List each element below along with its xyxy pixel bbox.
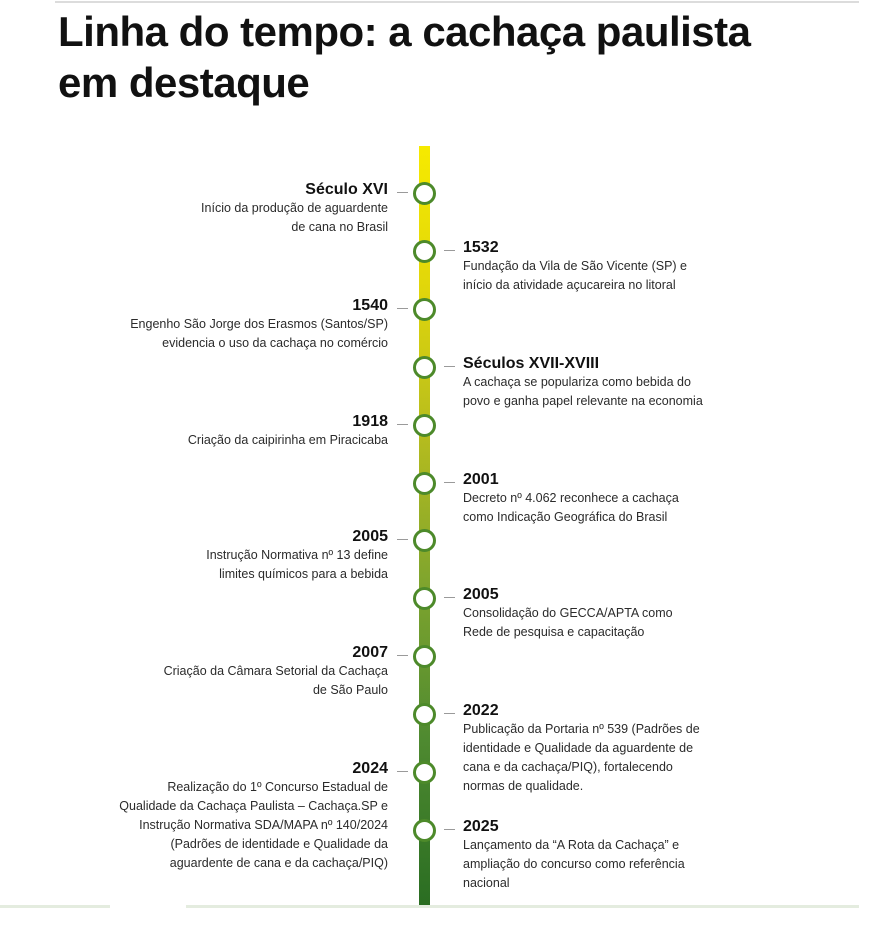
event-description: Decreto nº 4.062 reconhece a cachaça como Indicação Geográfica do Brasil [463,490,679,524]
event-description: A cachaça se populariza como bebida do povo e ganha papel relevante na economia [463,374,703,408]
event-connector [397,771,408,772]
timeline-node [413,645,436,668]
event-year: Séculos XVII-XVIII [463,354,600,372]
event-connector [444,829,455,830]
event-label [201,180,388,237]
event-connector [397,539,408,540]
event-year: 2005 [352,528,388,546]
event-description: Realização do 1º Concurso Estadual de Qualidade da Cachaça Paulista – Cachaça.SP e Instrução Normativa SDA/MAPA nº 140/2024 (Padrões de identidade e Qualidade da aguardente de cana e da cachaça/PIQ) [119,780,388,870]
timeline-node [413,182,436,205]
event-year: 1540 [352,296,388,314]
timeline-event [0,181,870,234]
timeline-event [0,644,870,698]
page-title: Linha do tempo: a cachaça paulista em destaque [58,8,751,106]
event-label [130,296,388,353]
timeline-event [0,296,870,350]
event-description: Fundação da Vila de São Vicente (SP) e início da atividade açucareira no litoral [463,258,687,292]
event-description: Instrução Normativa nº 13 define limites químicos para a bebida [206,548,388,582]
event-label [463,238,687,295]
timeline-node [413,240,436,263]
timeline-node [413,472,436,495]
event-connector [397,655,408,656]
event-label [188,412,388,450]
event-label [119,759,388,873]
timeline-event [0,412,870,447]
timeline-node [413,356,436,379]
timeline-node [413,761,436,784]
event-year: 2022 [463,702,499,720]
event-label [463,354,703,411]
timeline-event [0,238,870,292]
event-year: 2001 [463,470,499,488]
event-year: 2007 [352,644,388,662]
timeline-node [413,414,436,437]
event-label [164,643,388,700]
event-year: 2024 [352,760,388,777]
timeline-node [413,529,436,552]
event-connector [397,308,408,309]
event-description: Criação da caipirinha em Piracicaba [187,432,388,447]
timeline-event [0,586,870,640]
timeline-node [413,298,436,321]
event-connector [397,192,408,193]
event-connector [444,366,455,367]
event-year: 1532 [463,238,499,256]
event-connector [444,713,455,714]
timeline-event [0,528,870,582]
timeline-node [413,819,436,842]
event-year: 2025 [463,817,499,835]
event-label [463,470,679,527]
event-description: Lançamento da “A Rota da Cachaça” e ampliação do concurso como referência nacional [463,837,685,890]
event-label [463,585,673,642]
event-description: Criação da Câmara Setorial da Cachaça de São Paulo [163,664,388,698]
event-year: 2005 [463,586,499,604]
event-description: Início da produção de aguardente de cana no Brasil [201,201,388,234]
event-description: Engenho São Jorge dos Erasmos (Santos/SP) evidencia o uso da cachaça no comércio [130,316,388,350]
event-label [206,527,388,584]
event-year: Século XVI [305,181,388,198]
event-connector [444,250,455,251]
timeline-node [413,587,436,610]
event-label [463,701,700,796]
event-connector [444,597,455,598]
event-year: 1918 [352,412,388,430]
timeline-event [0,470,870,524]
timeline-node [413,703,436,726]
top-divider [55,1,859,3]
event-description: Publicação da Portaria nº 539 (Padrões de identidade e Qualidade da aguardente de cana e da cachaça/PIQ), fortalecendo normas de qualidade. [463,722,700,794]
bottom-divider-gap [110,905,186,908]
event-connector [397,424,408,425]
event-label [463,817,685,893]
event-connector [444,482,455,483]
event-description: Consolidação do GECCA/APTA como Rede de pesquisa e capacitação [463,606,673,640]
timeline-event [0,354,870,408]
